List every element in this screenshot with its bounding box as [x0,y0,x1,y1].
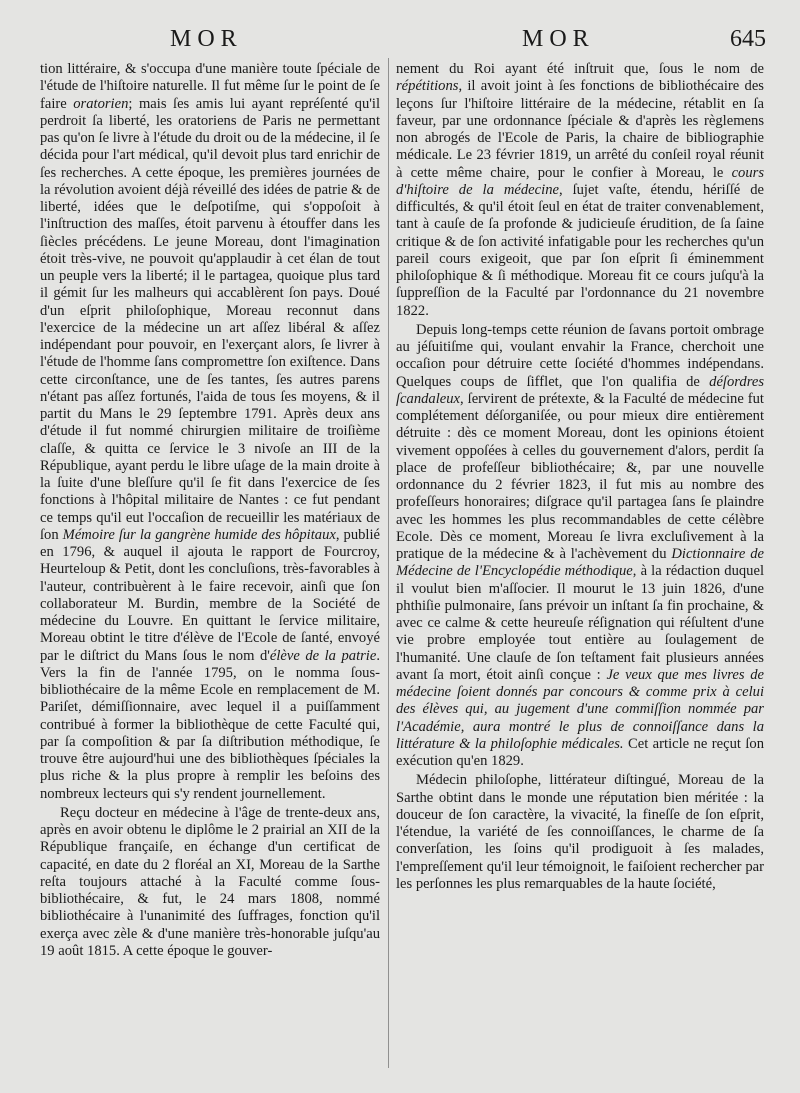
right-paragraph-2 [396,322,764,771]
italic-run: répétitions [396,78,459,95]
text-run: , ſujet vaſte, étendu, hériſſé de difficultés, & qu'il étoit ſeul en état de traiter convenablement, tant à cauſe de ſa profonde & judicieuſe érudition, de ſa ſaine critique & de ſon activité infatigable pour les recherches qu'un pareil cours exigeoit, que par ſon eſprit ſi éminemment philoſophique & ſi méthodique. Moreau fit ce cours juſqu'à la ſuppreſſion de la Faculté par l'ordonnance du 21 novembre 1822. [396,181,764,319]
page-number: 645 [730,26,766,52]
text-run: Depuis long-temps cette réunion de ſavans portoit ombrage au jéſuitiſme qui, voulant envahir la France, cherchoit une occaſion pour détruire cette ſociété d'hommes indépendans. Quelques coups de ſifflet, que l'on qualifia de [396,321,764,390]
italic-run: cours d'hiſtoire de la médecine [396,164,765,198]
text-run: , ſervirent de prétexte, & la Faculté de médecine fut complétement déſorganiſée, ou pour mieux dire entièrement détruite : dès ce moment Moreau, dont les opinions étoient vivement oppoſées à celles du gouvernement d'alors, perdit ſa place de profeſſeur bibliothécaire; &, par une nouvelle ordonnance du 2 février 1823, il fut mis au nombre des profeſſeurs honoraires; diſgrace qu'il partagea ſans ſe plaindre avec les hommes les plus recommandables de cette célèbre Ecole. Dès ce moment, Moreau ſe livra excluſivement à la pratique de la médecine & à l'achèvement du [396,390,764,562]
right-paragraph-3: Médecin philoſophe, littérateur diſtingué, Moreau de la Sarthe obtint dans le monde une réputation bien méritée : la douceur de ſon caractère, la vivacité, la fineſſe de ſon eſprit, l'étendue, la variété de ſes connoiſſances, le charme de ſa converſation, les ſoins qu'il prodiguoit à ſes malades, l'empreſſement qu'il leur témoignoit, le faiſoient rechercher par les perſonnes les plus remarquables de la haute ſociété, [396,772,764,892]
italic-run: élève de la patrie [269,647,377,664]
italic-run: Mémoire ſur la gangrène humide des hôpitaux [62,526,336,543]
text-run: . Vers la fin de l'année 1795, on le nomma ſous-bibliothécaire de la même Ecole en remplacement de M. Pariſet, démiſſionnaire, avec lequel il a puiſſamment contribué à former la bibliothèque de cette Faculté qui, par ſa compoſition & par ſa diſtribution méthodique, ſe trouve être aujourd'hui une des bibliothèques ſpéciales la plus riche & la plus propre à remplir les beſoins des nombreux lecteurs qui s'y rendent journellement. [40,647,380,802]
text-run: , publié en 1796, & auquel il ajouta le rapport de Fourcroy, Heurteloup & Petit, dont les concluſions, très-favorables à l'auteur, contribuèrent à le faire recevoir, ainſi que ſon collaborateur M. Burdin, membre de la Société de médecine du Louvre. En quittant le ſervice militaire, Moreau obtint le titre d'élève de l'Ecole de ſanté, envoyé par le diſtrict du Mans ſous le nom d' [40,526,380,664]
running-head-right: MOR [522,26,595,52]
italic-run: Je veux que mes livres de médecine ſoient donnés par concours & comme prix à celui des élèves qui, au jugement d'une commiſſion nommée par l'Académie, aura montré le plus de connoiſſance dans la littérature & la philoſophie médicales. [396,666,764,752]
text-run: ; mais ſes amis lui ayant repréſenté qu'il perdroit ſa liberté, les oratoriens de Paris ne permettant pas qu'on ſe livre à l'étude du droit ou de la médecine, il ſe décida pour l'art médical, qu'il devoit plus tard enrichir de ſes recherches. A cette époque, les premières journées de la révolution avoient déjà réveillé des idées de patrie & de liberté, idées que le deſpotiſme, qui s'oppoſoit à l'inſtruction des maſſes, étoit parvenu à étouffer dans les ſiècles précédens. Le jeune Moreau, dont l'imagination étoit très-vive, ne pouvoit qu'applaudir à cet élan de tout un peuple vers la liberté; il le partagea, quoique plus tard il gémit ſur les malheurs qui accablèrent ſon pays. Doué d'un eſprit philoſophique, Moreau reconnut dans l'exercice de la médecine un art aſſez libéral & aſſez indépendant pour pouvoir, en l'exerçant alors, ſe livrer à l'étude de l'homme ſans compromettre ſon exiſtence. Dans cette circonſtance, une de ſes tantes, ſes autres parens n'étant pas aſſez fortunés, l'aida de tous ſes moyens, & il partit du Mans le 29 ſeptembre 1791. Après deux ans d'étude il fut nommé chirurgien militaire de troiſième claſſe, & quitta ce ſervice le 3 nivoſe an III de la République, ayant perdu le libre uſage de la main droite à la ſuite d'une bleſſure qu'il ſe fit dans l'exercice de ſes fonctions à l'hôpital militaire de Nantes : ce fut pendant ce temps qu'il eut l'occaſion de recueillir les matériaux de ſon [40,95,380,543]
left-paragraph-1 [40,61,380,803]
right-column [396,61,764,893]
italic-run: déſordres ſcandaleux [396,373,764,407]
text-run: Cet article ne reçut ſon exécution qu'en 1829. [396,735,765,769]
running-head-left: MOR [170,26,243,52]
right-paragraph-1 [396,61,764,320]
text-run: nement du Roi ayant été inſtruit que, ſous le nom de [396,61,764,77]
column-divider [388,58,389,1068]
left-column [40,61,380,960]
text-run: , il avoit joint à ſes fonctions de bibliothécaire des leçons ſur l'hiſtoire littéraire de la médecine, rétablit en ſa faveur, par une ordonnance ſpéciale & d'après les règlemens non abrogés de l'Ecole de Paris, la chaire de bibliographie médicale. Le 23 février 1819, un arrêté du conſeil royal réunit à cette même chaire, pour le confier à Moreau, le [396,78,764,181]
text-run: , à la rédaction duquel il voulut bien m'aſſocier. Il mourut le 13 juin 1826, d'une phthiſie pulmonaire, ſans prévoir un inſtant ſa fin prochaine, & avec ce calme & cette heureuſe réſignation qui réſultent d'une vie probre employée tout entière au ſoulagement de l'humanité. Une clauſe de ſon teſtament fait plusieurs années avant ſa mort, étoit ainſi conçue : [396,563,765,683]
italic-run: oratorien [73,95,129,112]
left-paragraph-2: Reçu docteur en médecine à l'âge de trente-deux ans, après en avoir obtenu le diplôme le 2 prairial an XII de la République françaiſe, en échange d'un certificat de capacité, en date du 2 floréal an XI, Moreau de la Sarthe reſta toujours attaché à la Faculté comme ſous-bibliothécaire, & fut, le 24 mars 1808, nommé bibliothécaire à l'unanimité des ſuffrages, fonction qu'il exerça avec zèle & d'une manière très-honorable juſqu'au 19 août 1815. A cette époque le gouver- [40,804,380,959]
italic-run: Dictionnaire de Médecine de l'Encyclopédie méthodique [396,546,764,580]
text-run: tion littéraire, & s'occupa d'une manière toute ſpéciale de l'étude de l'hiſtoire naturelle. Il fut même ſur le point de ſe faire [40,61,380,112]
